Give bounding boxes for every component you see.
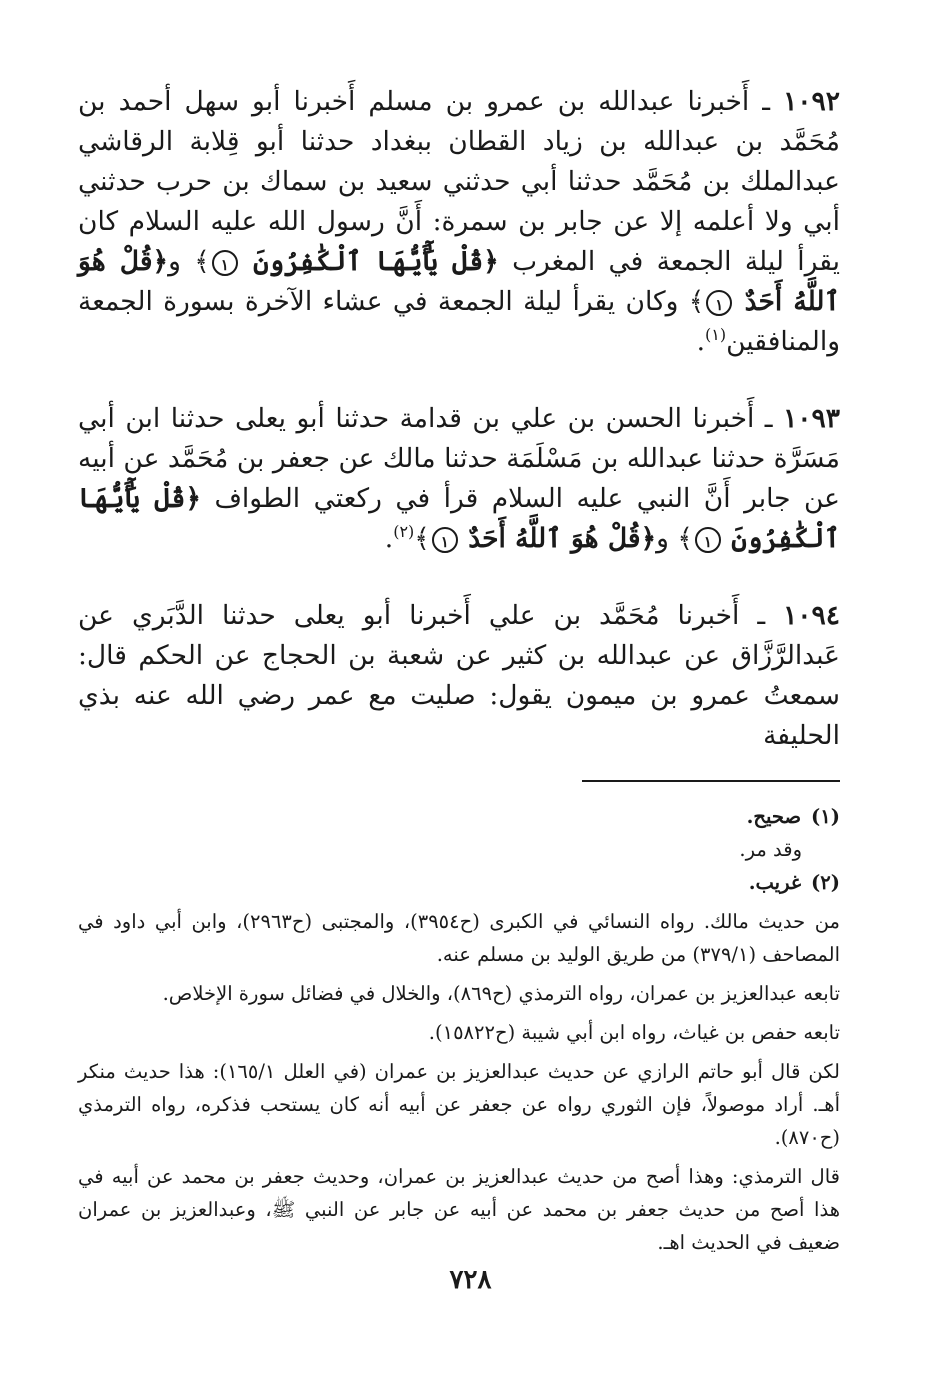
ayah-number-icon: ١ [706,290,732,316]
footnote-1-note: وقد مر. [739,838,802,861]
footnote-divider [582,780,840,782]
footnote-number: (٢) [811,871,840,894]
hadith-number: ١٠٩٣ [783,403,840,434]
ayah-number-icon: ١ [212,250,238,276]
page-number: ٧٢٨ [449,1265,492,1295]
footnotes [78,800,840,1259]
connector-text: ﴾ و [656,523,693,554]
hadith-1092 [78,82,840,362]
quran-quote: ﴿قُلْ يَٰٓأَيُّهَا ٱلْكَٰفِرُونَ [253,246,499,277]
footnote-1 [78,800,840,833]
footnote-2 [78,866,840,899]
footnote-paragraph: تابعه عبدالعزيز بن عمران، رواه الترمذي (ح٨٦٩)، والخلال في فضائل سورة الإخلاص. [162,982,840,1005]
sentence-end: . [696,326,706,357]
hadith-text: ـ أَخبرنا عبدالله بن عمرو بن مسلم أَخبرنا أبو سهل أحمد بن مُحَمَّد بن عبدالله بن زياد القطان ببغداد حدثنا أبو قِلابة الرقاشي عبدالملك بن مُحَمَّد حدثنا أبي حدثني سعيد بن سماك بن حرب حدثني أبي ولا أعلمه إلا عن جابر بن سمرة: أَنَّ رسول الله عليه السلام كان يقرأ ليلة الجمعة في المغرب [78,86,840,277]
hadith-number: ١٠٩٤ [783,600,840,631]
footnote-grade: صحيح. [746,805,802,828]
hadith-text: ـ أَخبرنا الحسن بن علي بن قدامة حدثنا أبو يعلى حدثنا ابن أبي مَسَرَّة حدثنا عبدالله بن مَسْلَمَة حدثنا مالك عن جعفر بن مُحَمَّد عن أبيه عن جابر أَنَّ النبي عليه السلام قرأ في ركعتي الطواف [78,403,840,514]
footnote-reference[interactable]: (١) [705,325,727,345]
footnote-number: (١) [811,805,840,828]
ayah-number-icon: ١ [695,527,721,553]
sentence-end: . [384,523,394,554]
hadith-text: ﴾ [414,523,430,554]
footnote-grade: غريب. [748,871,802,894]
hadith-1094 [78,596,840,756]
footnote-paragraph: لكن قال أبو حاتم الرازي عن حديث عبدالعزيز بن عمران (في العلل ١٦٥/١): هذا حديث منكر أهـ. أراد موصولاً، فإن الثوري رواه عن جعفر عن أبيه أنه كان يستحب فذكره، رواه الترمذي (ح٨٧٠). [78,1060,840,1149]
quran-quote: ﴿قُلْ هُوَ ٱللَّهُ أَحَدٌ [468,523,657,554]
page-body [78,82,840,1259]
quran-quote: ﴿قُلْ يَٰٓأَيُّهَا ٱلْكَٰفِرُونَ [78,483,840,554]
hadith-number: ١٠٩٢ [783,86,840,117]
footnote-reference[interactable]: (٢) [393,522,415,542]
footnote-paragraph: قال الترمذي: وهذا أصح من حديث عبدالعزيز بن عمران، وحديث جعفر بن محمد عن أبيه في هذا أصح من حديث جعفر بن محمد عن أبيه عن جابر عن النبي ﷺ، وعبدالعزيز بن عمران ضعيف في الحديث اهـ. [78,1165,840,1254]
quran-quote: ﴿قُلْ هُوَ ٱللَّهُ أَحَدٌ [78,246,840,317]
ayah-number-icon: ١ [432,527,458,553]
footnote-paragraph: تابعه حفص بن غياث، رواه ابن أبي شيبة (ح١٥٨٢٢). [428,1021,840,1044]
hadith-text: ﴾ وكان يقرأ ليلة الجمعة في عشاء الآخرة بسورة الجمعة والمنافقين [78,286,840,357]
hadith-text: ـ أَخبرنا مُحَمَّد بن علي أَخبرنا أبو يعلى حدثنا الدَّبَري عن عَبدالرَّزَّاق عن عبدالله بن كثير عن شعبة بن الحجاج عن الحكم قال: سمعتُ عمرو بن ميمون يقول: صليت مع عمر رضي الله عنه بذي الحليفة [78,600,840,751]
connector-text: ﴾ و [168,246,210,277]
hadith-1093 [78,399,840,559]
footnote-paragraph: من حديث مالك. رواه النسائي في الكبرى (ح٣٩٥٤)، والمجتبى (ح٢٩٦٣)، وابن أبي داود في المصاحف (٣٧٩/١) من طريق الوليد بن مسلم عنه. [78,910,840,966]
